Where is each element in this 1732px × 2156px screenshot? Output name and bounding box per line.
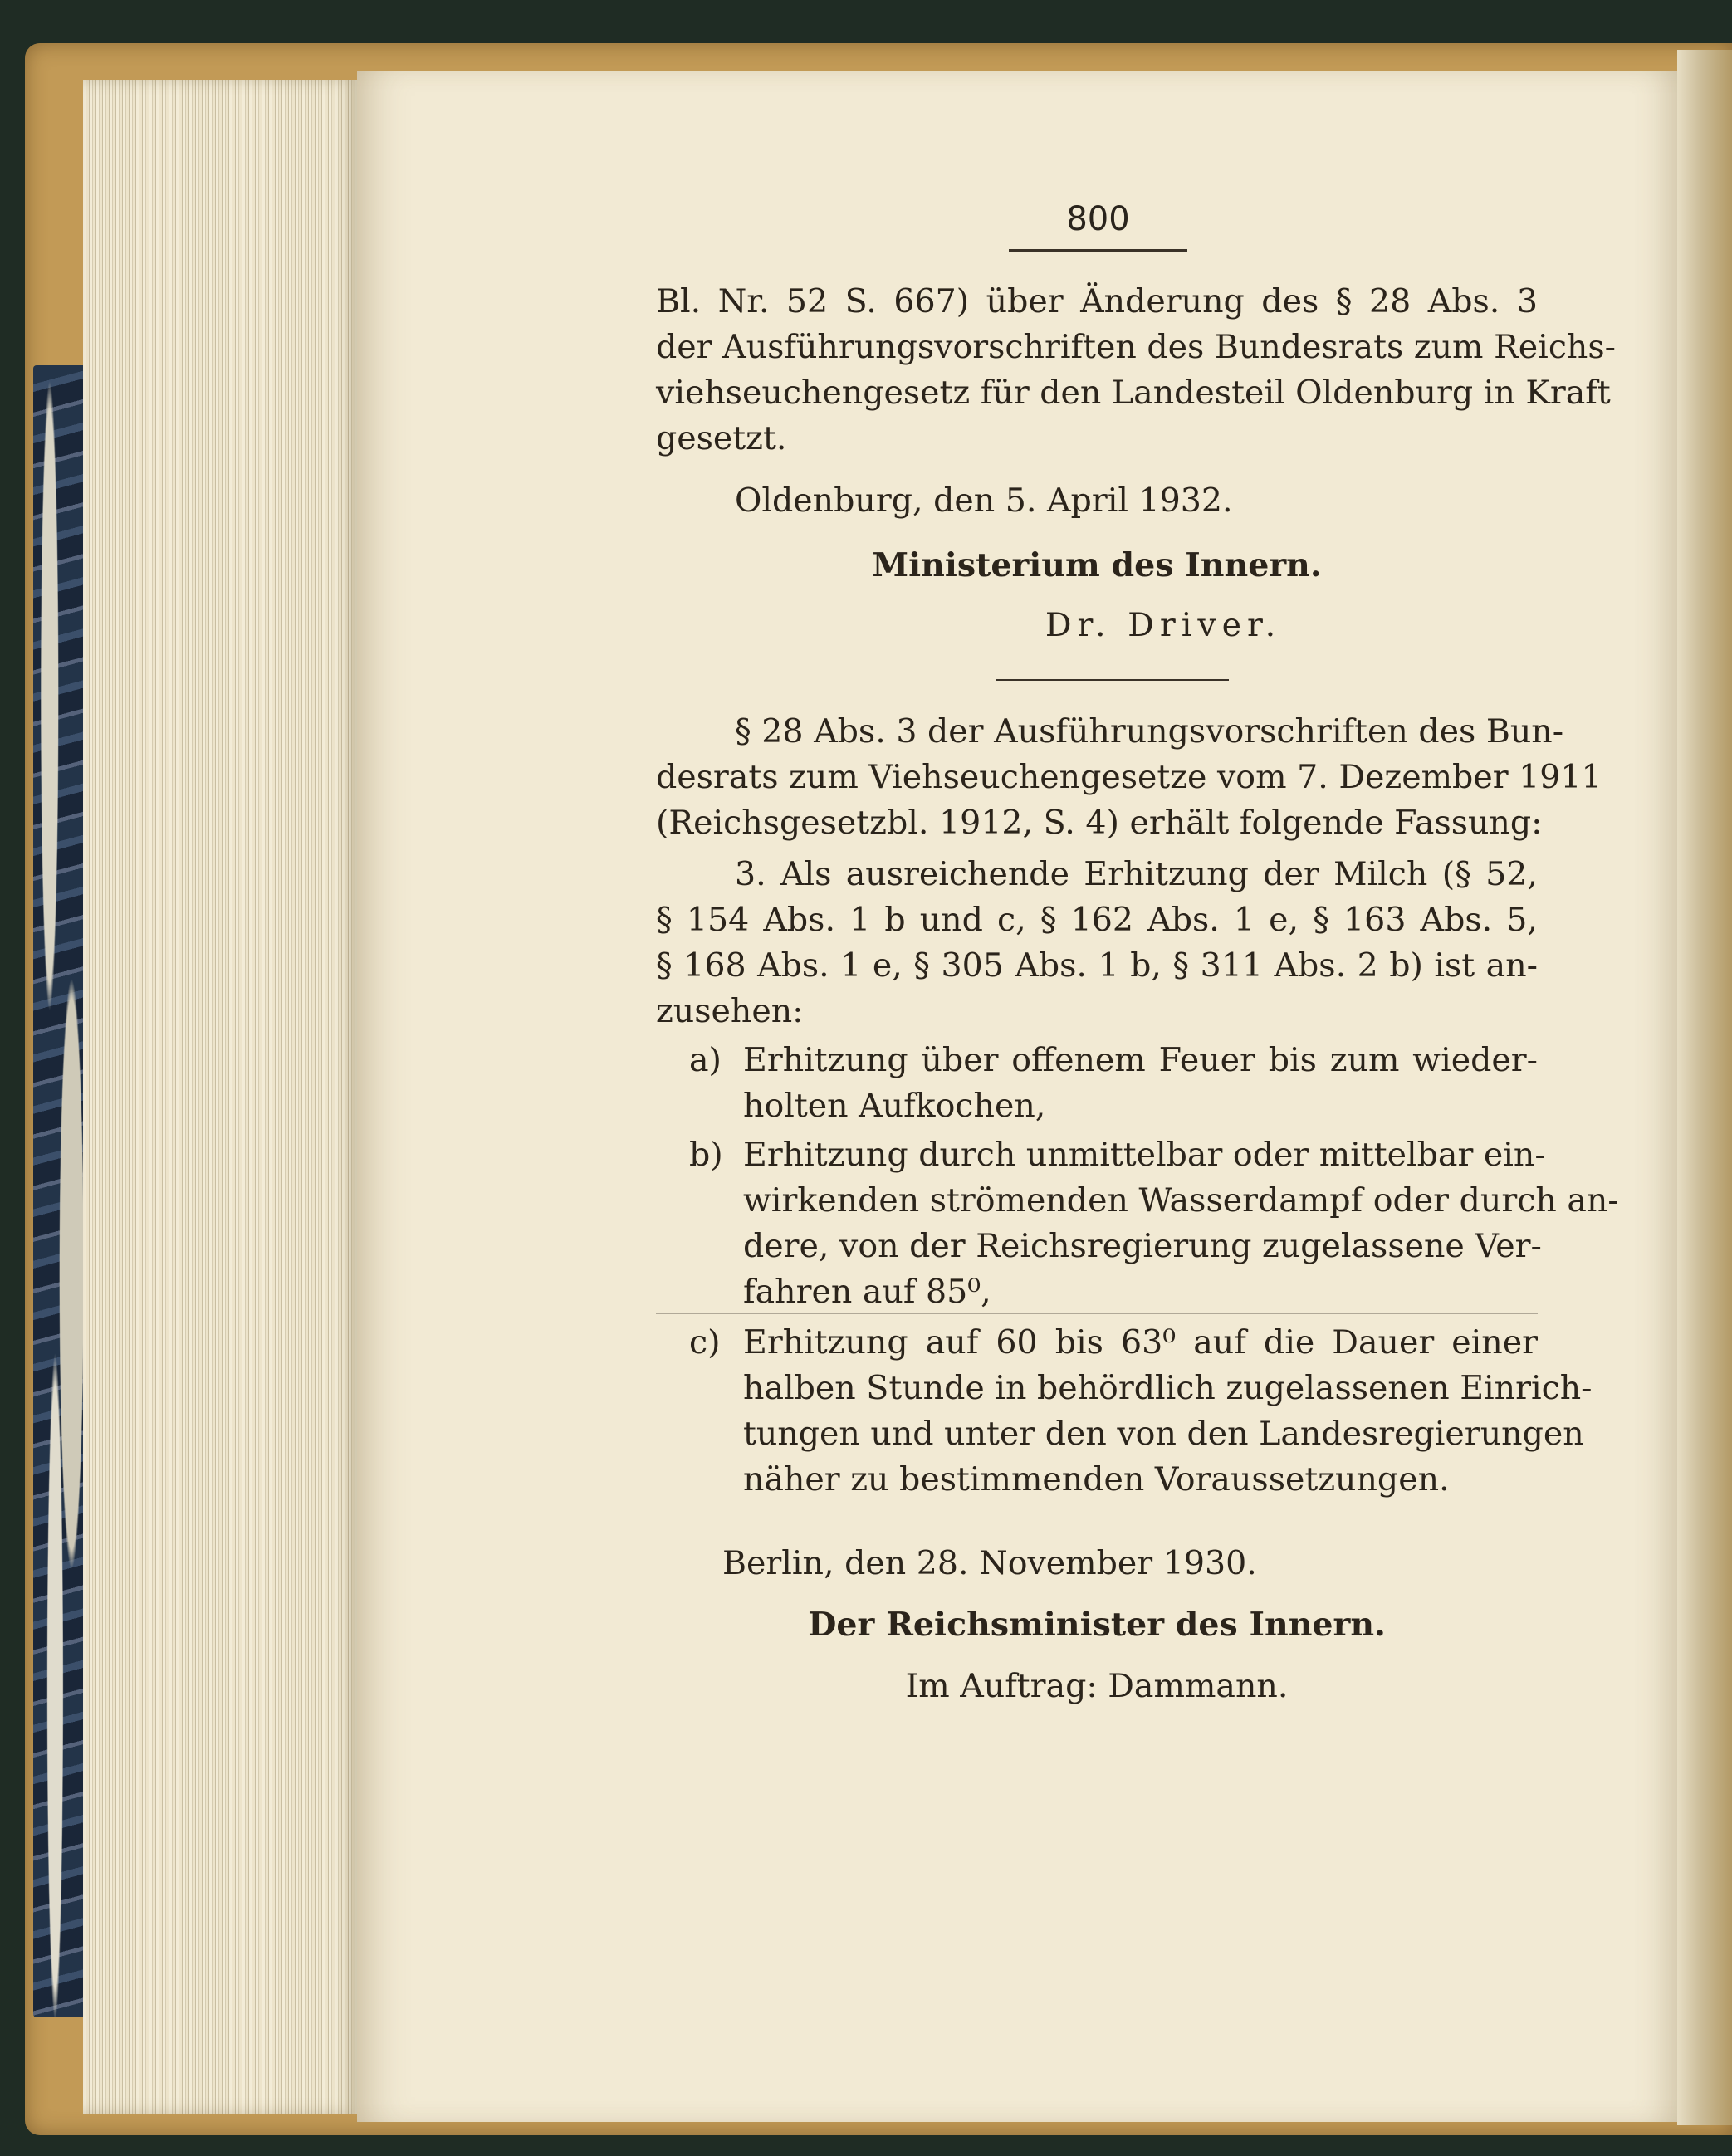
item-line: näher zu bestimmenden Voraussetzungen.	[743, 1460, 1450, 1498]
list-item-b	[656, 1132, 1619, 1315]
section-paragraph	[656, 709, 1602, 846]
intro-paragraph	[656, 279, 1616, 462]
place-date-berlin: Berlin, den 28. November 1930.	[722, 1544, 1257, 1582]
para3-line: § 154 Abs. 1 b und c, § 162 Abs. 1 e, § 163 Abs. 5,	[656, 901, 1538, 939]
signature-dammann: Im Auftrag: Dammann.	[905, 1667, 1289, 1705]
page-block-edges	[83, 80, 357, 2114]
authority-reichsminister: Der Reichsminister des Innern.	[808, 1606, 1386, 1644]
list-item-c	[656, 1320, 1593, 1503]
faint-rule	[656, 1313, 1538, 1314]
intro-line: Bl. Nr. 52 S. 667) über Änderung des § 28 Abs. 3	[656, 282, 1538, 320]
item-line: tungen und unter den von den Landesregierungen	[743, 1415, 1584, 1453]
para3-line: 3. Als ausreichende Erhitzung der Milch (§ 52,	[735, 855, 1538, 893]
section-line: § 28 Abs. 3 der Ausführungsvorschriften des Bun-	[735, 712, 1564, 750]
para3-line: § 168 Abs. 1 e, § 305 Abs. 1 b, § 311 Abs. 2 b) ist an-	[656, 946, 1538, 985]
item-line: Erhitzung über offenem Feuer bis zum wieder-	[743, 1041, 1538, 1079]
item-line: holten Aufkochen,	[743, 1087, 1046, 1125]
place-date-oldenburg: Oldenburg, den 5. April 1932.	[735, 482, 1233, 520]
section-line: (Reichsgesetzbl. 1912, S. 4) erhält folgende Fassung:	[656, 804, 1543, 842]
separator-rule	[996, 679, 1229, 681]
item-label: c)	[689, 1323, 721, 1362]
item-line: fahren auf 85⁰,	[743, 1273, 991, 1311]
intro-line: der Ausführungsvorschriften des Bundesrats zum Reichs-	[656, 328, 1616, 366]
intro-line: gesetzt.	[656, 419, 787, 457]
item-label: a)	[689, 1041, 722, 1079]
signature-driver: Dr. Driver.	[1045, 606, 1282, 644]
section-line: desrats zum Viehseuchengesetze vom 7. Dezember 1911	[656, 758, 1602, 796]
marbled-endpaper	[33, 365, 88, 2017]
item-line: dere, von der Reichsregierung zugelassene Ver-	[743, 1227, 1542, 1265]
item-line: Erhitzung durch unmittelbar oder mittelbar ein-	[743, 1136, 1546, 1174]
facing-page-edge	[1677, 50, 1732, 2125]
authority-ministerium: Ministerium des Innern.	[872, 546, 1322, 584]
item-label: b)	[689, 1136, 723, 1174]
page-number: 800	[1009, 196, 1187, 252]
para3-line: zusehen:	[656, 992, 804, 1030]
item-line: halben Stunde in behördlich zugelassenen Einrich-	[743, 1369, 1593, 1407]
list-item-a	[656, 1038, 1538, 1129]
paragraph-3	[656, 852, 1538, 1034]
intro-line: viehseuchengesetz für den Landesteil Oldenburg in Kraft	[656, 374, 1611, 412]
item-line: Erhitzung auf 60 bis 63⁰ auf die Dauer einer	[743, 1323, 1538, 1362]
item-line: wirkenden strömenden Wasserdampf oder durch an-	[743, 1181, 1619, 1220]
